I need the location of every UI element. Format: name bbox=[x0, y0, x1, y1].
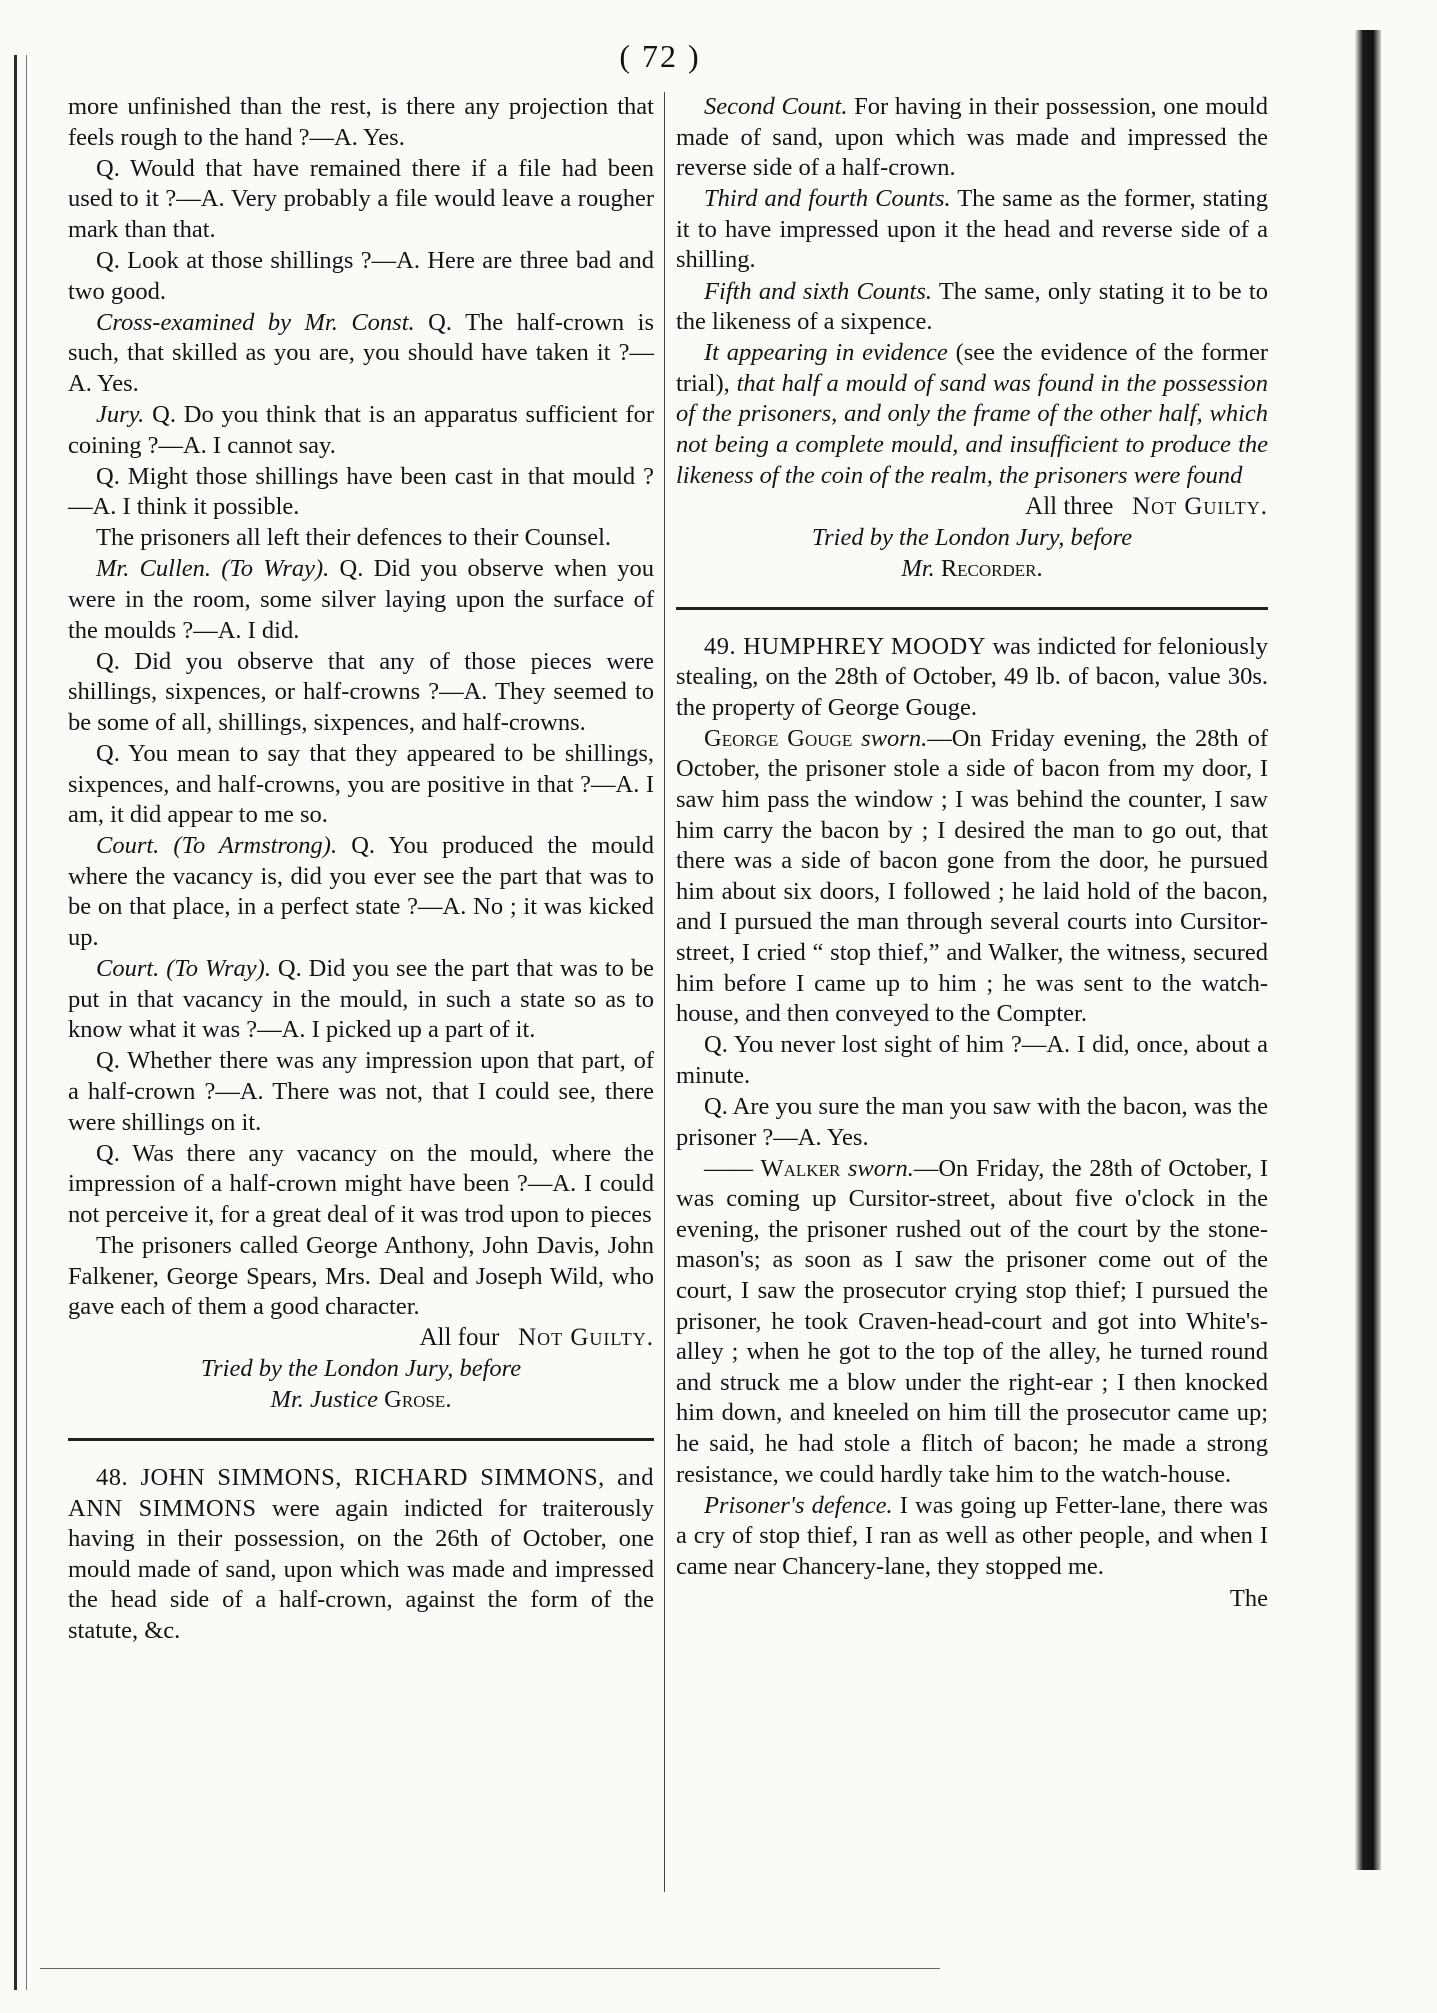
paragraph-text: —On Friday, the 28th of October, I was coming up Cursitor-street, about five o'clock in the evening, the prisoner rushed out of the court by the stone-mason's; as soon as I saw the prisoner come out of the court, I saw the prosecutor crying stop thief; I pursued the prisoner, he took Craven-head-court and got into White's-alley ; when he got to the top of the alley, he turned round and struck me a blow under the right-ear ; I then knocked him down, and kneeled on him till the prosecutor came up; he said, he had stole a flitch of bacon; he made a strong resistance, we could hardly take him to the watch-house. bbox=[676, 1154, 1268, 1488]
paragraph-text: (see the evidence of the former trial), bbox=[676, 339, 1268, 397]
judge-title: Mr. Justice bbox=[270, 1386, 379, 1414]
paragraph: Q. You never lost sight of him ?—A. I did, once, about a minute. bbox=[676, 1031, 1268, 1089]
paragraph: more unfinished than the rest, is there any projection that feels rough to the hand ?—A. Yes. bbox=[68, 93, 654, 151]
column-divider bbox=[664, 92, 665, 1892]
case-separator bbox=[68, 1438, 654, 1441]
tried-line bbox=[68, 1385, 654, 1416]
paragraph-text: The same as the former, stating it to have impressed upon it the head and reverse side of a shilling. bbox=[676, 185, 1268, 274]
paragraph bbox=[68, 400, 654, 461]
count-label: Fifth and sixth Counts. bbox=[704, 277, 933, 305]
speaker-label: Cross-examined by Mr. Const. bbox=[96, 308, 415, 336]
evidence-label: It appearing in evidence bbox=[704, 339, 948, 367]
verdict-text: Not Guilty. bbox=[1132, 492, 1268, 520]
dash: —— bbox=[704, 1154, 761, 1182]
paragraph-text: Q. You produced the mould where the vacancy is, did you ever see the part that was to be on that place, in a perfect state ?—A. No ; it was kicked up. bbox=[68, 832, 654, 952]
speaker-label: Mr. Cullen. (To Wray). bbox=[96, 555, 330, 583]
paragraph: The prisoners all left their defences to their Counsel. bbox=[96, 524, 612, 552]
judge-title: Mr. bbox=[901, 554, 935, 582]
paragraph-text: that half a mould of sand was found in the possession of the prisoners, and only the frame of the other half, which not being a complete mould, and insufficient to produce the likeness of the coin of the realm, the prisoners were found bbox=[676, 369, 1268, 489]
count-label: Second Count. bbox=[704, 93, 848, 120]
paragraph: Q. Are you sure the man you saw with the bacon, was the prisoner ?—A. Yes. bbox=[676, 1092, 1268, 1151]
case-text: were again indicted for traiterously having in their possession, on the 26th of October, one mould made of sand, upon which was made and impressed the head side of a half-crown, against the form of the statute, &c. bbox=[68, 1494, 654, 1644]
verdict-prefix: All three bbox=[1025, 492, 1114, 520]
left-column bbox=[68, 92, 654, 1647]
page-edge-rule bbox=[14, 55, 17, 1990]
right-column bbox=[676, 92, 1268, 1616]
page-edge-rule-thin bbox=[26, 55, 27, 1990]
paragraph bbox=[68, 308, 654, 400]
verdict bbox=[68, 1323, 654, 1354]
paragraph-text: Q. The half-crown is such, that skilled as you are, you should have taken it ?—A. Yes. bbox=[68, 308, 654, 397]
tried-line bbox=[676, 554, 1268, 585]
paragraph bbox=[68, 954, 654, 1046]
sworn-label: sworn. bbox=[852, 724, 928, 752]
tried-line: Tried by the London Jury, before bbox=[811, 523, 1133, 551]
witness-name: George Gouge bbox=[704, 724, 853, 752]
paragraph: Q. Did you observe that any of those pieces were shillings, sixpences, or half-crowns ?—A. They seemed to be some of all, shillings, sixpences, and half-crowns. bbox=[68, 647, 654, 736]
case-defendant: 49. HUMPHREY MOODY bbox=[704, 632, 986, 660]
paragraph: Q. Look at those shillings ?—A. Here are three bad and two good. bbox=[68, 246, 654, 305]
paragraph bbox=[676, 338, 1268, 491]
paragraph bbox=[676, 1154, 1268, 1491]
paragraph-text: Q. Did you observe when you were in the room, some silver laying upon the surface of the moulds ?—A. I did. bbox=[68, 555, 655, 644]
verdict-text: Not Guilty. bbox=[518, 1324, 654, 1352]
speaker-label: Jury. bbox=[96, 400, 145, 428]
case-text: was indicted for feloniously stealing, on the 28th of October, 49 lb. of bacon, value 30s. the property of George Gouge. bbox=[676, 632, 1269, 721]
case-heading bbox=[676, 632, 1268, 724]
paragraph-text: —On Friday evening, the 28th of October, the prisoner stole a side of bacon from my door, I saw him pass the window ; I was behind the counter, I saw him carry the bacon by ; I desired the man to go out, that there was a side of bacon gone from the door, he pursued him about six doors, I followed ; he laid hold of the bacon, and I pursued the man through several courts into Cursitor-street, I cried “ stop thief,” and Walker, the witness, secured him before I came up to him ; he was sent to the watch-house, and then conveyed to the Compter. bbox=[676, 724, 1268, 1028]
defence-label: Prisoner's defence. bbox=[704, 1491, 893, 1519]
paragraph bbox=[676, 92, 1268, 184]
paragraph-text: The same, only stating it to be to the likeness of a sixpence. bbox=[676, 277, 1268, 336]
count-label: Third and fourth Counts. bbox=[704, 185, 951, 213]
sworn-label: sworn. bbox=[840, 1154, 914, 1182]
bottom-rule bbox=[40, 1968, 940, 1969]
paragraph-text: For having in their possession, one mould made of sand, upon which was made and impressed the reverse side of a half-crown. bbox=[676, 93, 1268, 182]
case-heading bbox=[68, 1463, 654, 1647]
paragraph: Q. Was there any vacancy on the mould, where the impression of a half-crown might have been ?—A. I could not perceive it, for a great deal of it was trod upon to pieces bbox=[68, 1139, 654, 1228]
binding-shadow bbox=[1355, 30, 1381, 1870]
paragraph-text: Q. Do you think that is an apparatus sufficient for coining ?—A. I cannot say. bbox=[68, 400, 654, 459]
verdict bbox=[676, 492, 1268, 523]
witness-name: Walker bbox=[760, 1154, 841, 1182]
paragraph: Q. You mean to say that they appeared to be shillings, sixpences, and half-crowns, you are positive in that ?—A. I am, it did appear to me so. bbox=[68, 739, 654, 829]
verdict-prefix: All four bbox=[419, 1324, 500, 1352]
case-defendants: 48. JOHN SIMMONS, RICHARD SIMMONS, and ANN SIMMONS bbox=[68, 1464, 654, 1522]
paragraph bbox=[676, 184, 1268, 276]
paragraph: Q. Would that have remained there if a file had been used to it ?—A. Very probably a file would leave a rougher mark than that. bbox=[68, 154, 654, 243]
paragraph: Q. Whether there was any impression upon that part, of a half-crown ?—A. There was not, that I could see, there were shillings on it. bbox=[68, 1047, 654, 1136]
paragraph-text: I was going up Fetter-lane, there was a cry of stop thief, I ran as well as other people, and when I came near Chancery-lane, they stopped me. bbox=[676, 1491, 1268, 1580]
paragraph bbox=[676, 724, 1268, 1030]
tried-line: Tried by the London Jury, before bbox=[200, 1355, 522, 1383]
judge-name: Recorder. bbox=[940, 554, 1043, 582]
paragraph bbox=[676, 1491, 1268, 1583]
speaker-label: Court. (To Armstrong). bbox=[96, 832, 338, 860]
paragraph: The prisoners called George Anthony, John Davis, John Falkener, George Spears, Mrs. Deal and Joseph Wild, who gave each of them a good character. bbox=[68, 1231, 654, 1321]
catchword: The bbox=[1229, 1585, 1268, 1613]
paragraph bbox=[68, 831, 654, 953]
paragraph bbox=[68, 554, 654, 646]
paragraph bbox=[676, 277, 1268, 338]
judge-name: Grose. bbox=[384, 1386, 452, 1414]
paragraph: Q. Might those shillings have been cast in that mould ?—A. I think it possible. bbox=[68, 462, 654, 521]
page-number: ( 72 ) bbox=[619, 38, 701, 74]
case-separator bbox=[676, 607, 1268, 610]
speaker-label: Court. (To Wray). bbox=[96, 955, 271, 983]
paragraph-text: Q. Did you see the part that was to be put in that vacancy in the mould, in such a state so as to know what it was ?—A. I picked up a part of it. bbox=[68, 955, 654, 1044]
